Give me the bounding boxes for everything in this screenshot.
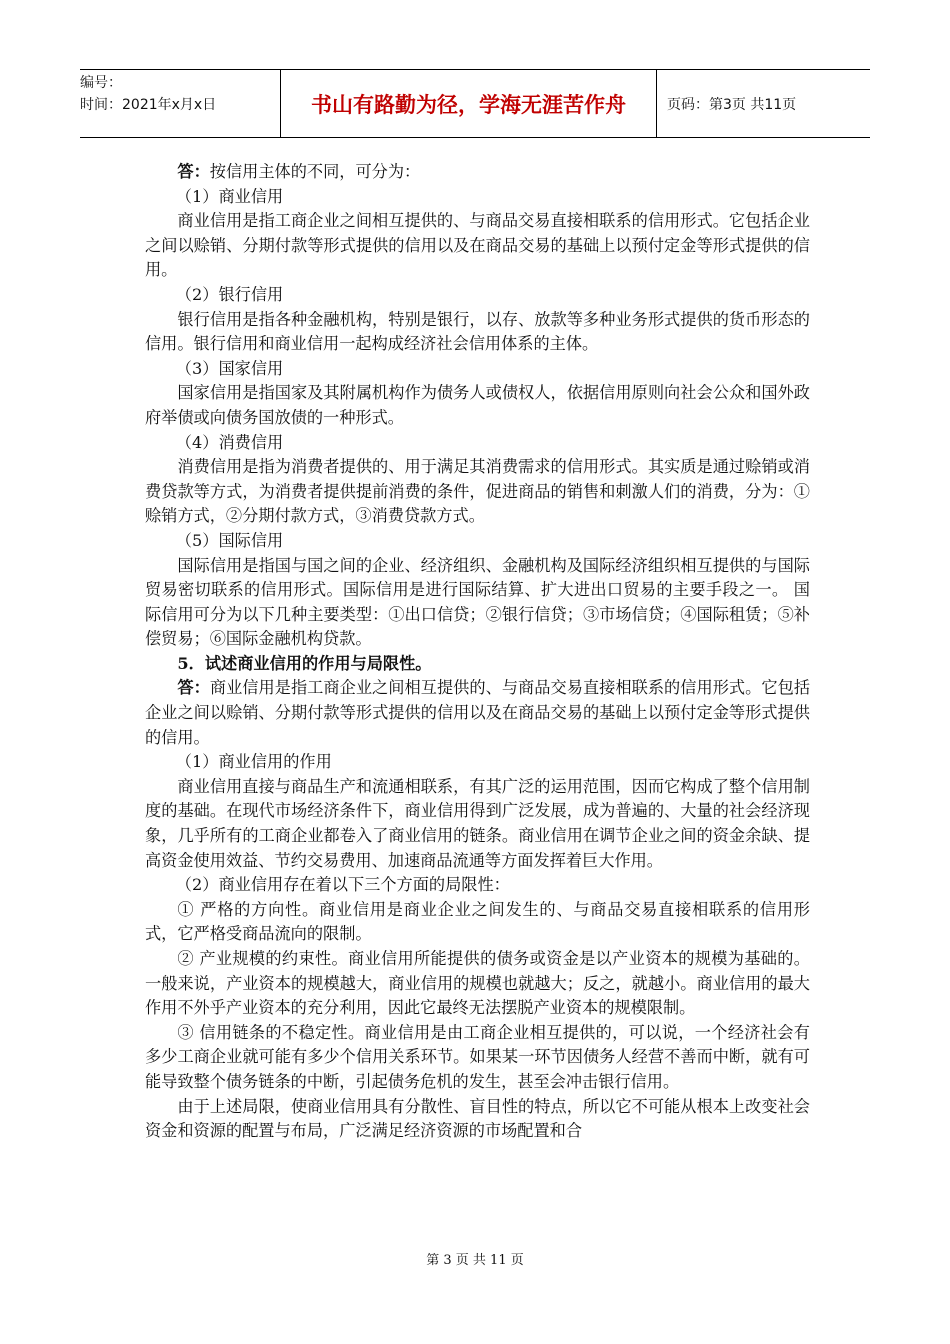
section-heading: （4）消费信用 — [175, 432, 284, 452]
section-heading: （1）商业信用 — [175, 186, 284, 206]
paragraph: 银行信用是指各种金融机构，特别是银行，以存、放款等多种业务形式提供的货币形态的信用。银行信用和商业信用一起构成经济社会信用体系的主体。 — [145, 309, 810, 354]
paragraph: 商业信用直接与商品生产和流通相联系，有其广泛的运用范围，因而它构成了整个信用制度的基础。在现代市场经济条件下，商业信用得到广泛发展，成为普遍的、大量的社会经济现象，几乎所有的工商企业都卷入了商业信用的链条。商业信用在调节企业之间的资金余缺、提高资金使用效益、节约交易费用、加速商品流通等方面发挥着巨大作用。 — [145, 776, 810, 870]
header-meta — [80, 70, 281, 137]
section-heading: （2）银行信用 — [175, 284, 284, 304]
page-info: 页码：第3页 共11页 — [667, 96, 797, 113]
page-footer: 第 3 页 共 11 页 — [426, 1253, 524, 1268]
answer-paragraph — [145, 676, 810, 750]
motto: 书山有路勤为径，学海无涯苦作舟 — [281, 70, 657, 137]
document-body — [145, 160, 810, 1144]
paragraph: 国际信用是指国与国之间的企业、经济组织、金融机构及国际经济组织相互提供的与国际贸易密切联系的信用形式。国际信用是进行国际结算、扩大进出口贸易的主要手段之一。 国际信用可分为以下几种主要类型：①出口信贷；②银行信贷；③市场信贷；④国际租赁；⑤补偿贸易；⑥国际金融机构贷款。 — [145, 555, 810, 649]
time-label: 时间：2021年x月x日 — [80, 97, 217, 113]
answer-label: 答： — [177, 678, 210, 698]
code-label: 编号： — [80, 75, 122, 91]
answer-label: 答： — [177, 162, 210, 181]
answer-text: 按信用主体的不同，可分为： — [209, 162, 421, 181]
question-heading: 5．试述商业信用的作用与局限性。 — [177, 653, 432, 673]
paragraph: 由于上述局限，使商业信用具有分散性、盲目性的特点，所以它不可能从根本上改变社会资金和资源的配置与布局，广泛满足经济资源的市场配置和合 — [145, 1096, 810, 1141]
section-heading: （3）国家信用 — [175, 358, 284, 378]
list-item: ① 严格的方向性。商业信用是商业企业之间发生的、与商品交易直接相联系的信用形式，它严格受商品流向的限制。 — [145, 899, 810, 944]
answer-paragraph — [145, 160, 810, 185]
list-item: ③ 信用链条的不稳定性。商业信用是由工商企业相互提供的，可以说，一个经济社会有多少工商企业就可能有多少个信用关系环节。如果某一环节因债务人经营不善而中断，就有可能导致整个债务链条的中断，引起债务危机的发生，甚至会冲击银行信用。 — [145, 1022, 810, 1091]
paragraph: 国家信用是指国家及其附属机构作为债务人或债权人，依据信用原则向社会公众和国外政府举债或向债务国放债的一种形式。 — [145, 383, 810, 427]
page-header — [80, 69, 870, 138]
paragraph: 商业信用是指工商企业之间相互提供的、与商品交易直接相联系的信用形式。它包括企业之间以赊销、分期付款等形式提供的信用以及在商品交易的基础上以预付定金等形式提供的信用。 — [145, 211, 810, 280]
section-heading: （2）商业信用存在着以下三个方面的局限性： — [175, 875, 510, 895]
section-heading: （1）商业信用的作用 — [175, 752, 332, 772]
section-heading: （5）国际信用 — [175, 530, 284, 550]
paragraph: 消费信用是指为消费者提供的、用于满足其消费需求的信用形式。其实质是通过赊销或消费贷款等方式，为消费者提供提前消费的条件，促进商品的销售和刺激人们的消费，分为：①赊销方式，②分期付款方式，③消费贷款方式。 — [145, 457, 810, 526]
answer-text: 商业信用是指工商企业之间相互提供的、与商品交易直接相联系的信用形式。它包括企业之间以赊销、分期付款等形式提供的信用以及在商品交易的基础上以预付定金等形式提供的信用。 — [145, 678, 811, 747]
list-item: ② 产业规模的约束性。商业信用所能提供的债务或资金是以产业资本的规模为基础的。一般来说，产业资本的规模越大，商业信用的规模也就越大；反之，就越小。商业信用的最大作用不外乎产业资本的充分利用，因此它最终无法摆脱产业资本的规模限制。 — [145, 949, 810, 1018]
